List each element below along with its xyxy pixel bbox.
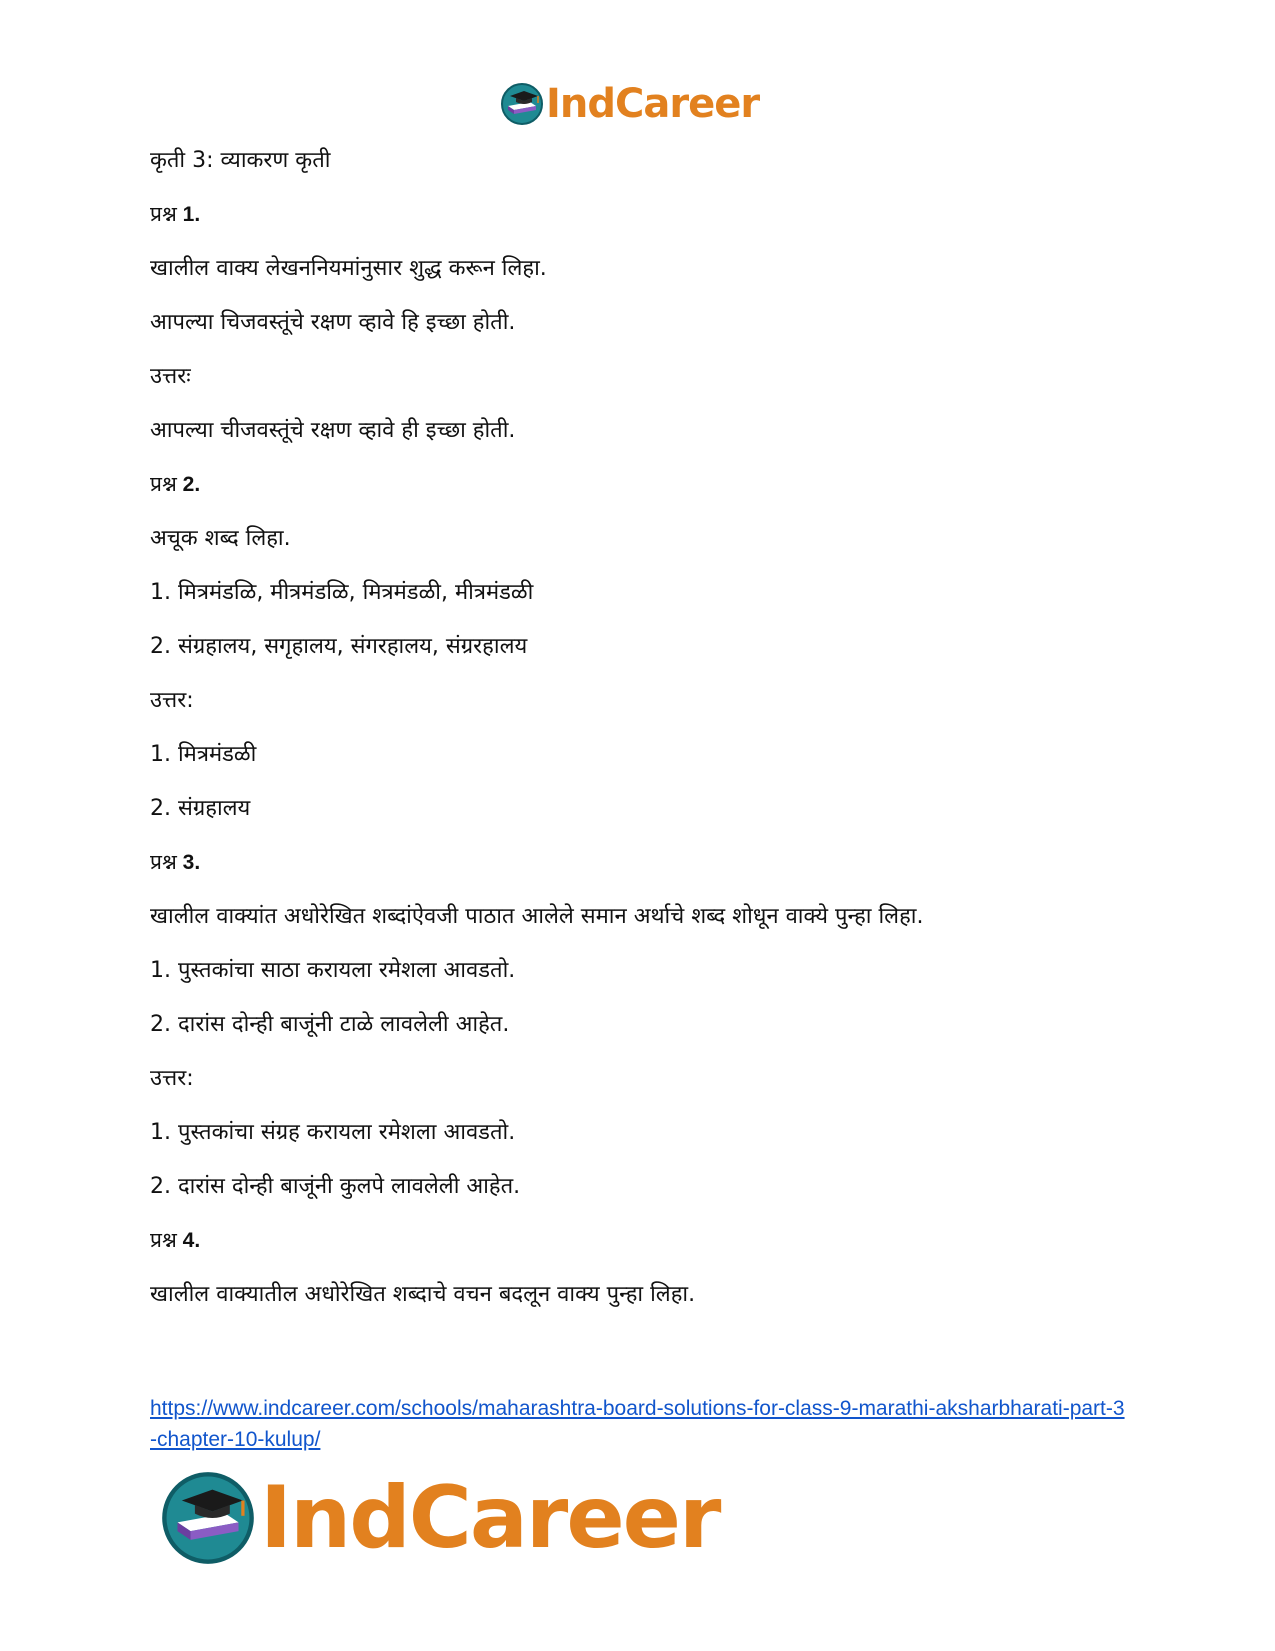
question-2-answer-label: उत्तर:: [150, 688, 194, 713]
question-1-sentence: आपल्या चिजवस्तूंचे रक्षण व्हावे हि इच्छा होती.: [150, 310, 516, 335]
footer-logo: [160, 1468, 719, 1568]
question-4-label-text: प्रश्न: [150, 1229, 177, 1252]
question-3-answer-1: 1. पुस्तकांचा संग्रह करायला रमेशला आवडतो.: [150, 1120, 516, 1145]
brand-name: IndCareer: [546, 81, 760, 127]
question-2-option-1: 1. मित्रमंडळि, मीत्रमंडळि, मित्रमंडळी, मीत्रमंडळी: [150, 580, 534, 605]
question-1-instruction: खालील वाक्य लेखननियमांनुसार शुद्ध करून लिहा.: [150, 256, 547, 281]
question-3-label-text: प्रश्न: [150, 851, 177, 874]
brand-name-large: IndCareer: [260, 1468, 720, 1568]
question-3-answer-label: उत्तर:: [150, 1066, 194, 1091]
question-2-answer-2: 2. संग्रहालय: [150, 796, 251, 821]
question-4-number: 4.: [182, 1229, 201, 1252]
question-4-label: [150, 1226, 200, 1256]
question-3-label: [150, 848, 200, 878]
question-2-instruction: अचूक शब्द लिहा.: [150, 526, 291, 551]
question-1-answer-label: उत्तरः: [150, 364, 191, 389]
question-3-sentence-1: 1. पुस्तकांचा साठा करायला रमेशला आवडतो.: [150, 958, 516, 983]
question-1-number: 1.: [182, 203, 201, 226]
question-1-answer: आपल्या चीजवस्तूंचे रक्षण व्हावे ही इच्छा होती.: [150, 418, 516, 443]
question-3-sentence-2: 2. दारांस दोन्ही बाजूंनी टाळे लावलेली आहेत.: [150, 1012, 510, 1037]
question-1-label: [150, 200, 200, 230]
question-3-number: 3.: [182, 851, 201, 874]
footer-link[interactable]: https://www.indcareer.com/schools/maharashtra-board-solutions-for-class-9-marathi-aksharbharati-part-3-chapter-10-kulup/: [150, 1397, 1125, 1451]
question-3-instruction: खालील वाक्यांत अधोरेखित शब्दांऐवजी पाठात आलेले समान अर्थाचे शब्द शोधून वाक्ये पुन्हा लिहा.: [150, 904, 924, 929]
graduation-cap-book-icon: [500, 82, 544, 126]
question-2-answer-1: 1. मित्रमंडळी: [150, 742, 257, 767]
question-4-instruction: खालील वाक्यातील अधोरेखित शब्दाचे वचन बदलून वाक्य पुन्हा लिहा.: [150, 1282, 696, 1307]
question-2-label-text: प्रश्न: [150, 473, 177, 496]
question-2-label: [150, 470, 200, 500]
question-1-label-text: प्रश्न: [150, 203, 177, 226]
question-2-number: 2.: [182, 473, 201, 496]
section-heading: कृती 3: व्याकरण कृती: [150, 148, 331, 173]
question-2-option-2: 2. संग्रहालय, सगृहालय, संगरहालय, संग्ररहालय: [150, 634, 528, 659]
question-3-answer-2: 2. दारांस दोन्ही बाजूंनी कुलपे लावलेली आहेत.: [150, 1174, 521, 1199]
graduation-cap-book-icon: [160, 1470, 256, 1566]
header-logo: [500, 80, 759, 128]
